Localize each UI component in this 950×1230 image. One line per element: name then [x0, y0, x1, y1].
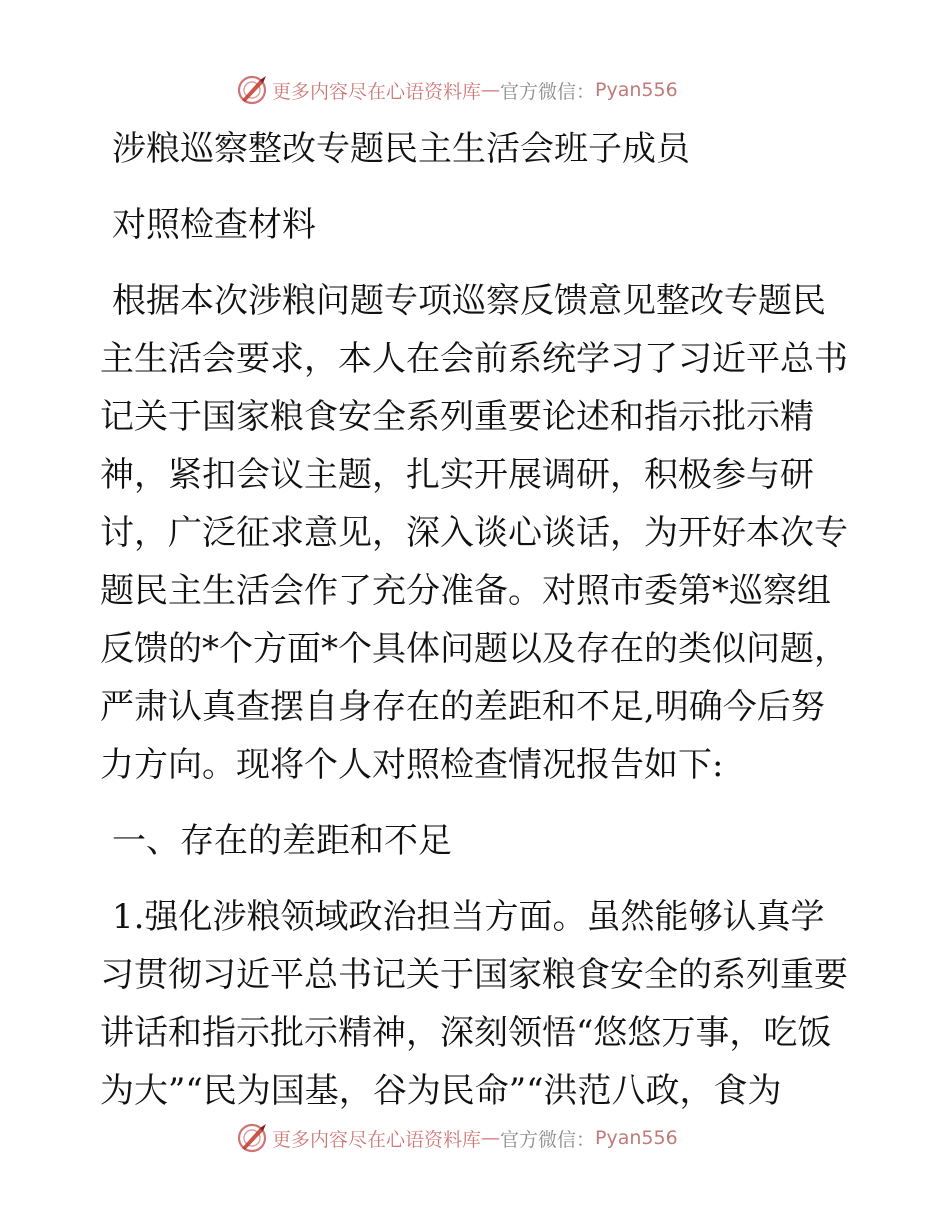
document-title-line1: 涉粮巡察整改专题民主生活会班子成员	[112, 129, 690, 169]
watermark-text: 更多内容尽在心语资料库	[272, 80, 482, 103]
watermark-wechat-id: Pyan556	[595, 79, 678, 101]
watermark-dash: —	[481, 1127, 501, 1149]
quill-logo-icon	[236, 74, 268, 106]
watermark-wechat-label: 官方微信：	[500, 1128, 596, 1151]
watermark-dash: —	[481, 79, 501, 101]
watermark-wechat-id: Pyan556	[595, 1127, 678, 1149]
footer-watermark	[236, 1120, 716, 1156]
document-body	[100, 120, 850, 1120]
watermark-text: 更多内容尽在心语资料库	[272, 1128, 482, 1151]
watermark-wechat-label: 官方微信：	[500, 80, 596, 103]
intro-paragraph: 根据本次涉粮问题专项巡察反馈意见整改专题民主生活会要求，本人在会前系统学习了习近平总书记关于国家粮食安全系列重要论述和指示批示精神，紧扣会议主题，扎实开展调研，积极参与研讨，广泛征求意见，深入谈心谈话，为开好本次专题民主生活会作了充分准备。对照市委第*巡察组反馈的*个方面*个具体问题以及存在的类似问题，严肃认真查摆自身存在的差距和不足,明确今后努力方向。现将个人对照检查情况报告如下:	[100, 281, 848, 785]
document-title-line2: 对照检查材料	[112, 205, 316, 245]
quill-logo-icon	[236, 1122, 268, 1154]
point-1-paragraph: 1.强化涉粮领域政治担当方面。虽然能够认真学习贯彻习近平总书记关于国家粮食安全的系列重要讲话和指示批示精神，深刻领悟“悠悠万事，吃饭为大”“民为国基，谷为民命”“洪范八政，食为	[100, 897, 848, 1111]
header-watermark	[236, 72, 716, 108]
section-heading-1: 一、存在的差距和不足	[112, 821, 452, 861]
